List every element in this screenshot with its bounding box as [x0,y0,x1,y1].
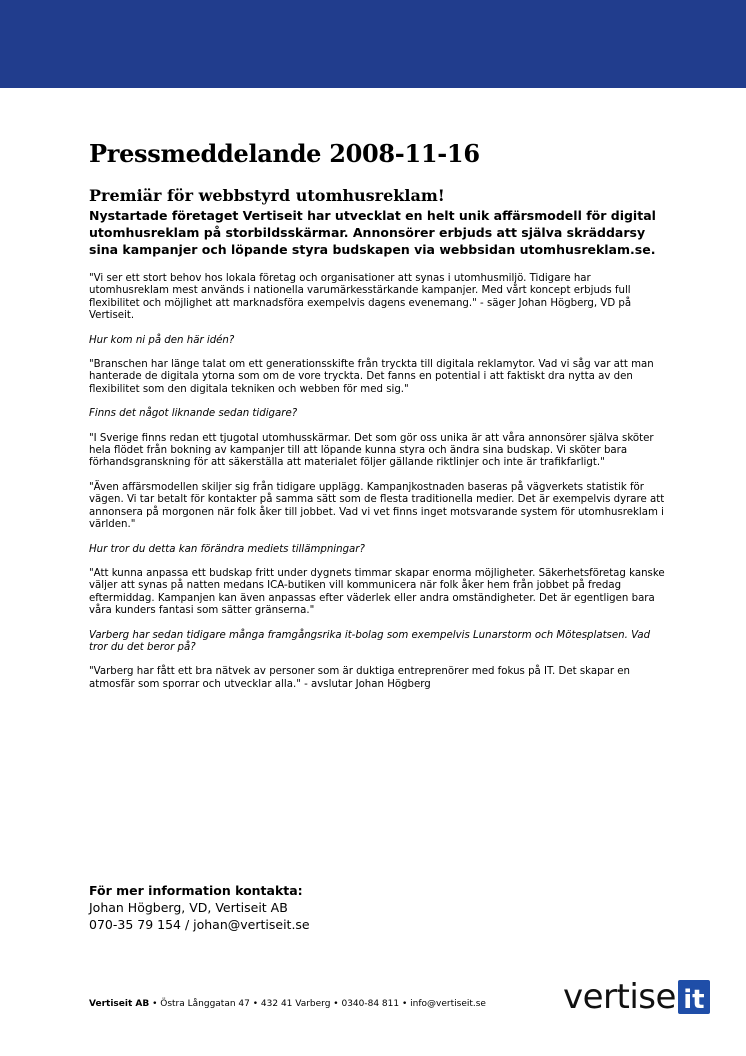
footer-street: Östra Långgatan 47 [160,999,250,1009]
paragraph: "Vi ser ett stort behov hos lokala företag och organisationer att synas i utomhusmiljö. Tidigare har utomhusreklam mest används i nationella varumärkesstärkande kampanjer. Med vårt koncept erbjuds full flexibilitet och möjlighet att marknadsföra exempelvis dagens evenemang." - säger Johan Högberg, VD på Vertiseit. [89,273,632,322]
vertiseit-logo [563,970,710,1017]
paragraph: "Att kunna anpassa ett budskap fritt under dygnets timmar skapar enorma möjligheter. Säkerhetsföretag kanske väljer att synas på natten medans ICA-butiken vill kommunicera när folk åker hem från jobbet på fredag eftermiddag. Kampanjen kan även anpassas efter väderlek eller andra omständigheter. Det är egentligen bara våra kunders fantasi som sätter gränserna." [89,567,665,617]
footer-company: Vertiseit AB [89,999,150,1009]
contact-block [89,882,310,933]
paragraph: "Även affärsmodellen skiljer sig från tidigare upplägg. Kampanjkostnaden baseras på vägverkets statistik för vägen. Vi tar betalt för kontakter på samma sätt som de flesta traditionella medier. Det är exempelvis dyrare att annonsera på morgonen när folk åker till jobbet. Vad vi vet finns inget motsvarande system för utomhusreklam i världen." [89,481,665,531]
paragraph: "Branschen har länge talat om ett generationsskifte från tryckta till digitala reklamytor. Vad vi såg var att man hanterade de digitala ytorna som om de vore tryckta. Det fanns en potential i att faktiskt dra nytta av den flexibilitet som den digitala tekniken och webben för med sig." [89,359,654,395]
footer-email: info@vertiseit.se [410,999,486,1009]
footer-postal: 432 41 Varberg [260,999,331,1009]
footer-address: Vertiseit AB • Östra Långgatan 47 • 432 41 Varberg • 0340-84 811 • info@vertiseit.se [89,999,486,1009]
interview-question: Hur tror du detta kan förändra mediets tillämpningar? [89,543,365,555]
contact-phone-email: 070-35 79 154 / johan@vertiseit.se [89,917,310,932]
contact-heading: För mer information kontakta: [89,883,303,898]
paragraph: "Varberg har fått ett bra nätvek av personer som är duktiga entreprenörer med fokus på IT. Det skapar en atmosfär som sporrar och utvecklar alla." - avslutar Johan Högberg [89,666,630,690]
footer-phone: 0340-84 811 [341,999,400,1009]
page-title: Pressmeddelande 2008-11-16 [89,139,480,168]
paragraph: "I Sverige finns redan ett tjugotal utomhusskärmar. Det som gör oss unika är att våra annonsörer själva sköter hela flödet från bokning av kampanjer till att löpande kunna styra och ändra sina budskap. Vi sköter bara förhandsgranskning för att säkerställa att materialet följer gällande riktlinjer och inte är trafikfarligt." [89,432,654,469]
logo-wordmark: vertise [563,977,676,1017]
interview-question: Finns det något liknande sedan tidigare? [89,408,298,420]
interview-question: Varberg har sedan tidigare många framgångsrika it-bolag som exempelvis Lunarstorm och Mötesplatsen. Vad tror du det beror på? [89,629,651,653]
subtitle: Premiär för webbstyrd utomhusreklam! [89,186,445,205]
press-release-body [89,137,665,703]
contact-name: Johan Högberg, VD, Vertiseit AB [89,900,288,915]
header-band [0,0,746,88]
lead-paragraph: Nystartade företaget Vertiseit har utvecklat en helt unik affärsmodell för digital utomhusreklam på storbildsskärmar. Annonsörer erbjuds att själva skräddarsy sina kampanjer och löpande styra budskapen via webbsidan utomhusreklam.se. [89,208,656,257]
interview-question: Hur kom ni på den här idén? [89,334,235,346]
logo-it-box: it [678,980,710,1014]
